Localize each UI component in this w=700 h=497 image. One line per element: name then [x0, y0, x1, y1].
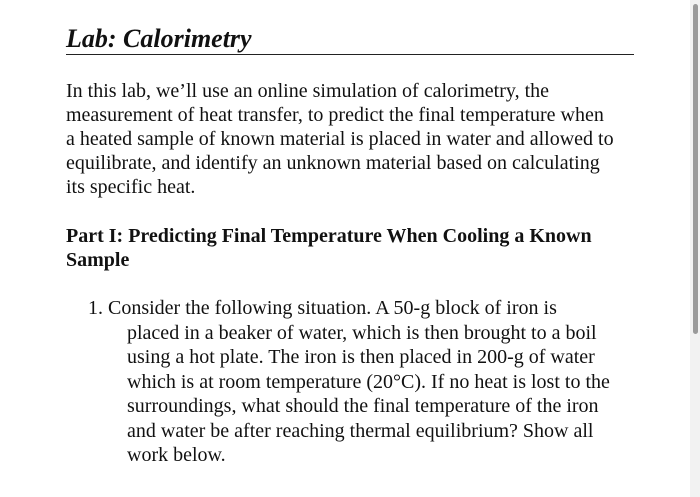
scrollbar-thumb[interactable] [693, 4, 698, 334]
question-1 [88, 296, 648, 468]
intro-paragraph [66, 79, 646, 199]
question-1-line: 1. Consider the following situation. A 50-g block of iron is [88, 297, 557, 319]
intro-line: a heated sample of known material is placed in water and allowed to [66, 128, 614, 150]
question-1-line: which is at room temperature (20°C). If no heat is lost to the [127, 370, 610, 393]
title-underline-rule [66, 54, 634, 55]
part1-heading [66, 224, 646, 272]
question-1-line: using a hot plate. The iron is then placed in 200-g of water [127, 346, 595, 368]
intro-line: In this lab, we’ll use an online simulation of calorimetry, the [66, 80, 550, 102]
intro-line: its specific heat. [66, 176, 196, 198]
intro-line: equilibrate, and identify an unknown material based on calculating [66, 152, 600, 174]
intro-line: measurement of heat transfer, to predict the final temperature when [66, 104, 604, 126]
question-1-line: surroundings, what should the final temperature of the iron [127, 395, 599, 417]
vertical-scrollbar[interactable] [690, 0, 700, 497]
question-1-line: and water be after reaching thermal equilibrium? Show all [127, 419, 594, 442]
question-1-line: placed in a beaker of water, which is then brought to a boil [127, 321, 597, 344]
page-title: Lab: Calorimetry [66, 24, 252, 53]
part1-heading-line: Sample [66, 249, 130, 271]
question-1-line: work below. [127, 444, 226, 466]
part1-heading-line: Part I: Predicting Final Temperature When Cooling a Known [66, 225, 592, 247]
